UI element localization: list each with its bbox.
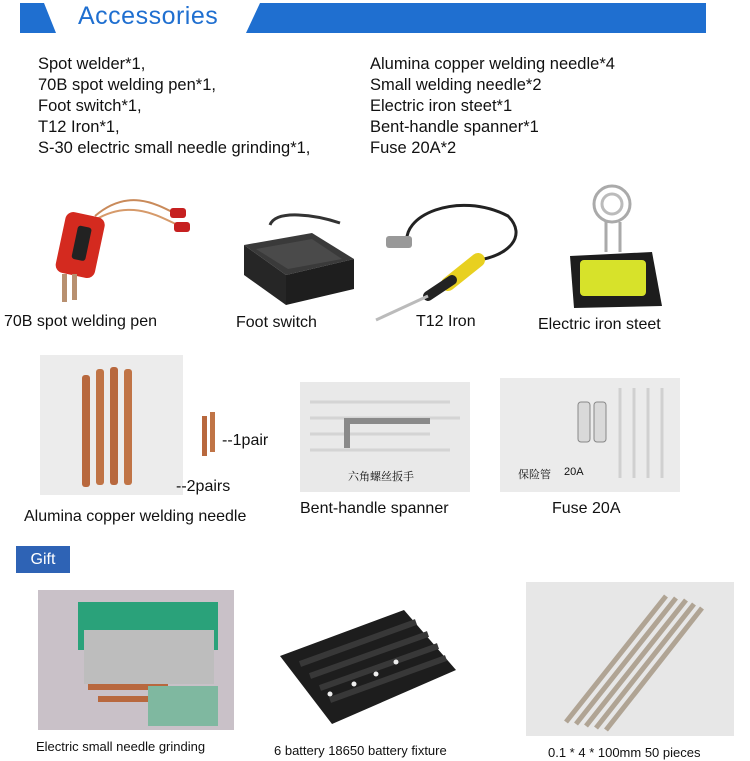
fuse-image [500,378,680,492]
t12-iron-image [368,196,524,322]
nickel-strips-image [526,582,734,736]
accessories-list-right [370,54,615,159]
spanner-image [300,382,470,492]
gift-caption-grinder: Electric small needle grinding [36,739,206,754]
caption-spot-welding-pen: 70B spot welding pen [4,313,157,330]
caption-iron-stand: Electric iron steet [538,316,661,333]
list-item: Bent-handle spanner*1 [370,118,539,136]
list-item: T12 Iron*1, [38,118,120,136]
page-title: Accessories [78,2,219,30]
small-needle-image [198,410,220,458]
needle-grinder-image [38,590,234,730]
header-accent-bar [246,3,706,33]
spot-welding-pen-image [50,186,200,306]
annotation-one-pair: --1pair [222,432,269,449]
accessories-list-left [38,54,310,159]
caption-fuse: Fuse 20A [552,500,621,517]
list-item: Alumina copper welding needle*4 [370,55,615,73]
caption-t12-iron: T12 Iron [416,313,476,330]
gift-caption-nickel-strips: 0.1 * 4 * 100mm 50 pieces [548,745,701,760]
list-item: Small welding needle*2 [370,76,542,94]
header-accent-left [20,3,56,33]
fuse-photo-label: 保险管 [518,469,551,481]
gift-title: Gift [16,546,70,573]
caption-copper-needle: Alumina copper welding needle [24,508,247,525]
copper-needle-image [40,355,183,495]
fuse-photo-value: 20A [564,466,584,478]
caption-foot-switch: Foot switch [236,314,317,331]
annotation-two-pairs: --2pairs [176,478,231,495]
caption-spanner: Bent-handle spanner [300,500,449,517]
list-item: Electric iron steet*1 [370,97,513,115]
list-item: Foot switch*1, [38,97,142,115]
list-item: Fuse 20A*2 [370,139,457,157]
list-item: Spot welder*1, [38,55,146,73]
iron-stand-image [566,182,666,310]
battery-fixture-image [276,596,460,736]
foot-switch-image [236,205,358,309]
gift-caption-battery-fixture: 6 battery 18650 battery fixture [274,743,447,758]
list-item: S-30 electric small needle grinding*1, [38,139,311,157]
list-item: 70B spot welding pen*1, [38,76,216,94]
spanner-photo-label: 六角螺丝扳手 [348,471,414,483]
